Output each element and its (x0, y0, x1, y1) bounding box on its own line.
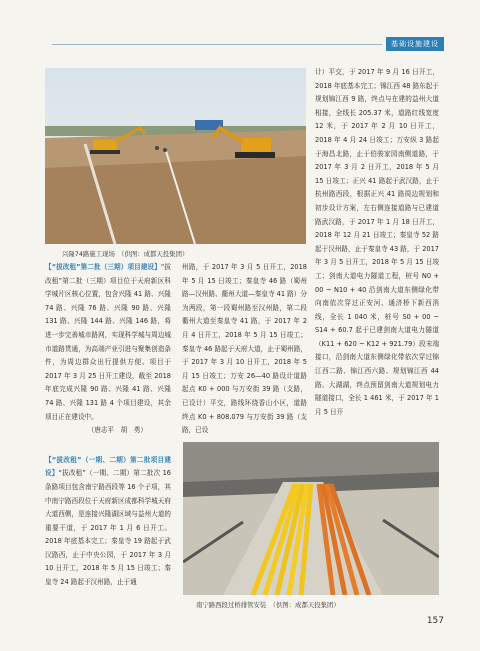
section-label: 基础设施建设 (386, 37, 444, 51)
bottom-photo-caption: 南宁路西段过桥排管安装 （供图：成都天投集团） (196, 601, 340, 609)
section-title-2: 【“拔改租”（一期、二期）第二批项目建设】 (45, 455, 171, 478)
page-number: 157 (426, 616, 444, 626)
column-2-body: 州路，于 2017 年 3 月 5 日开工，2018 年 5 月 15 日竣工；秦皇寺 46 路（蜀州路—汉州路、衢州大道—秦皇寺 41 路）分为两段，第一段蜀州路至汉州路，第二段衢州大道至秦皇寺 41 路，于 2017 年 2 月 4 日开工，2018 年 5 月 15 日竣工；秦皇寺 46 路起于天府大道，止于蜀州路，于 2017 年 3 月 10 日开工，2018 年 5 月 15 日竣工；万安 26—40 路设计道路起点 K0 + 000 与万安街 39 路（支路，已设计）平交，路线环绕香山小区，道路终点 K0 + 808.079 与万安街 39 路（支路，已设 (182, 263, 307, 435)
section-body-1: “拔改租”第二批（三期）项目位于天府新区科学城片区核心位置，包含兴隆 41 路、兴隆 74 路、兴隆 76 路、兴隆 90 路、兴隆 131 路、兴隆 144 路、兴隆 146 路，将进一步完善城市路网，实现科学城与周边城市道路贯通，为高端产业引进与聚集创造条件，为周边群众出行提供方便。项目于 2017 年 3 月 25 日开工建设，截至 2018 年底完成兴隆 90 路、兴隆 41 路、兴隆 74 路、兴隆 131 路 4 个项目建设，其余项目正在建设中。 (45, 263, 171, 421)
column-3 (315, 66, 439, 419)
section-title-1: 【“拔改租”第二批（三期）项目建设】 (45, 263, 161, 271)
pipe-installation-photo (183, 442, 439, 595)
author-line: （唐志平 胡 勇） (87, 426, 147, 435)
header-rule (52, 44, 382, 45)
column-3-body: 计）平交，于 2017 年 9 月 16 日开工，2018 年底基本完工；锦江西 48 路东起于规划锦江西 9 路，终点与在建的益州大道相接，全线长 205.37 米，道路红线宽度 12 米，于 2017 年 2 月 10 日开工，2018 年 4 月 24 日竣工；万安纵 3 路起于海昌北路，止于伯骏家园南侧道路，于 2017 年 3 月 2 日开工，2018 年 5 月 15 日竣工；正兴 41 路起于武汉路，止于杭州路西段，根据正兴 41 路周边规划和初步设计方案，左右侧连接道路与已建道路武汉路，于 2017 年 1 月 18 日开工，2018 年 12 月 21 日竣工；秦皇寺 52 路起于汉州路，止于秦皇寺 43 路，于 2017 年 3 月 5 日开工，2018 年 5 月 15 日竣工；剑南大道电力隧道工程，桩号 N0 + 00 ~ N10 + 40 沿剑南大道东侧绿化带向南依次穿过正安河、通济桥下新西消线，全长 1 040 米，桩号 S0 + 00 ~ S14 + 60.7 起于已建剑南大道电力隧道（K11 + 620 ~ K12 + 921.79）段末端接口，沿剑南大道东侧绿化带依次穿过锦江西二路、锦江西六路、规划锦江西 44 路、大湖湖，终点预留剑南大道规划电力隧道接口，全长 1 461 米，于 2017 年 1 月 5 日开 (315, 68, 439, 416)
column-2 (182, 261, 307, 438)
section-body-2: “拔改租”（一期、二期）第二批次 16 条路项目包含南宁路西段等 16 个子项，其中南宁路西段位于天府新区成都科学城天府大道西侧，是连接兴隆湖区域与益州大道的重要干道，于 2017 年 1 月 6 日开工。2018 年底基本完工；秦皇寺 19 路起于武汉路西，止于中央公园，于 2017 年 3 月 10 日开工，2018 年 5 月 15 日竣工；秦皇寺 24 路起于汉州路，止于通 (45, 469, 171, 587)
construction-site-photo (45, 68, 306, 244)
top-photo-caption: 兴隆74路施工现场 （供图：成都天投集团） (62, 250, 189, 258)
column-1 (45, 261, 171, 590)
